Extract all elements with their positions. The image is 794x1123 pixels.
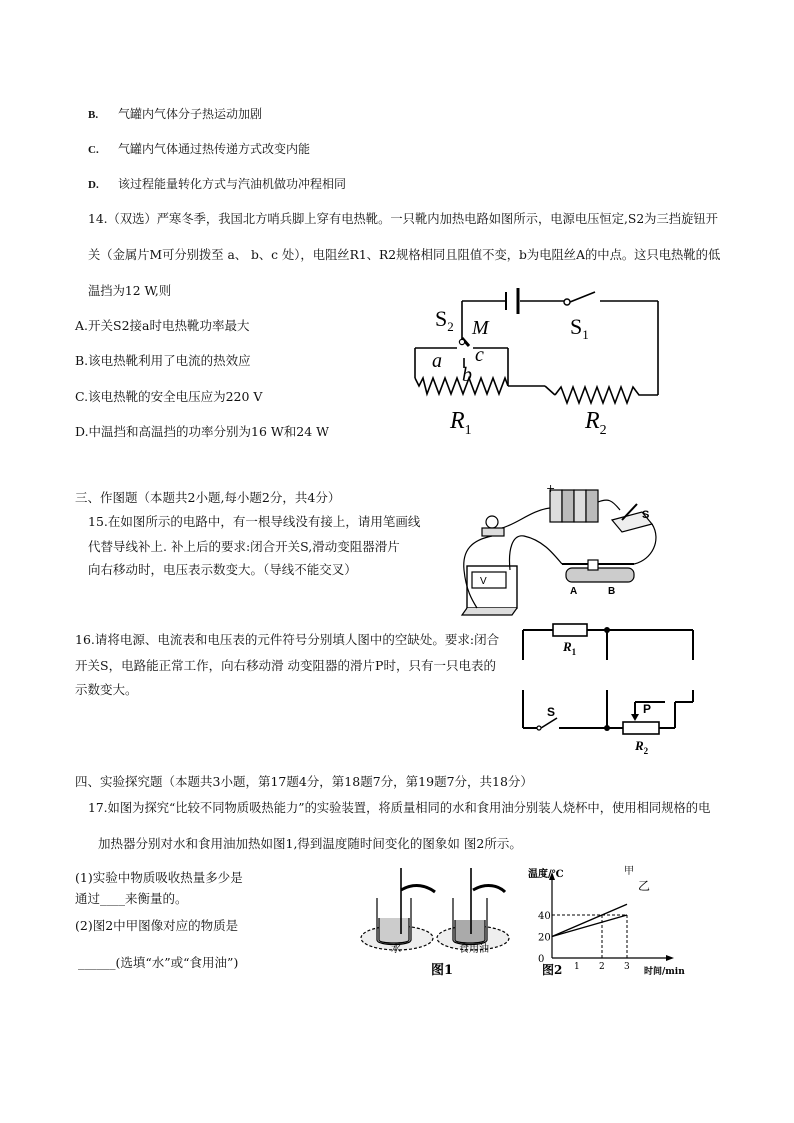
q13-option-d-text: 该过程能量转化方式与汽油机做功冲程相同: [118, 177, 347, 191]
series-line-jia: [552, 904, 627, 936]
water-label: 水: [391, 944, 401, 955]
x-axis-label: 时间/min: [644, 967, 685, 977]
s2-label: $S_2$: [435, 306, 454, 334]
q14-option-a: A.开关S2接a时电热靴功率最大: [75, 318, 250, 333]
q16-s-label: S: [547, 705, 556, 719]
switch-s-label: S: [642, 509, 650, 521]
y-tick-label: 0: [538, 954, 545, 965]
q13-option-c: [88, 143, 310, 156]
q14-stem-line-1: 14.（双选）严寒冬季，我国北方哨兵脚上穿有电热靴。一只靴内加热电路如图所示，电源电压恒定,S2为三挡旋钮开: [88, 212, 718, 226]
y-axis-label: 温度/℃: [528, 869, 564, 880]
q15-line-2: 代替导线补上. 补上后的要求:闭合开关S,滑动变阻器滑片: [88, 539, 400, 554]
q16-r2-label: $R_2$: [635, 738, 649, 755]
q14-option-b: B.该电热靴利用了电流的热效应: [75, 353, 251, 368]
oil-label: 食用油: [459, 944, 489, 955]
fig2-caption: 图2: [542, 963, 563, 977]
section4-heading: 四、实验探究题（本题共3小题，第17题4分，第18题7分，第19题7分，共18分）: [75, 774, 533, 789]
section3-heading: 三、作图题（本题共2小题,每小题2分，共4分）: [75, 490, 341, 505]
q17-sub2-line-2: ______(选填“水”或“食用油”): [78, 955, 239, 970]
rheostat-a-label: A: [570, 586, 578, 597]
s1-label: $S_1$: [570, 314, 589, 342]
m-label: M: [472, 317, 489, 339]
q13-option-b-letter: B.: [88, 109, 99, 121]
q14-option-d: D.中温挡和高温挡的功率分别为16 W和24 W: [75, 424, 330, 439]
q16-line-2: 开关S，电路能正常工作，向右移动滑 动变阻器的滑片P时，只有一只电表的: [75, 658, 496, 673]
q13-option-d-letter: D.: [88, 179, 99, 191]
series-yi-label: 乙: [638, 879, 651, 893]
q13-option-c-text: 气罐内气体通过热传递方式改变内能: [118, 142, 311, 156]
q17-figure-2-chart: [520, 862, 715, 980]
y-tick-label: 40: [538, 911, 551, 922]
series-jia-label: 甲: [624, 866, 634, 877]
q17-figure-1: [355, 868, 525, 983]
q13-option-b: [88, 108, 262, 121]
x-tick-label: 3: [624, 962, 630, 972]
c-label: c: [475, 344, 484, 366]
rheostat-b-label: B: [608, 586, 616, 597]
q14-option-c: C.该电热靴的安全电压应为220 V: [75, 389, 263, 404]
q17-sub2-line-1: (2)图2中甲图像对应的物质是: [75, 918, 239, 933]
q17-sub1-line-2: 通过____来衡量的。: [75, 891, 188, 906]
voltmeter-v-label: V: [480, 576, 487, 587]
q17-stem-line-2: 加热器分别对水和食用油加热如图1,得到温度随时间变化的图象如 图2所示。: [98, 836, 522, 851]
q13-option-b-text: 气罐内气体分子热运动加剧: [118, 107, 263, 121]
q14-stem-line-2: 关（金属片M可分别拨至 a、 b、c 处），电阻丝R1、R2规格相同且阻值不变，b为电阻丝A的中点。这只电热靴的低: [88, 248, 721, 262]
q13-option-d: [88, 178, 346, 191]
q16-r1-label: $R_1$: [563, 639, 577, 657]
r2-label: $R_2$: [585, 408, 607, 436]
q14-stem-line-3: 温挡为12 W,则: [88, 284, 172, 298]
x-tick-label: 1: [574, 962, 580, 972]
x-tick-label: 2: [599, 962, 605, 972]
q17-sub1-line-1: (1)实验中物质吸收热量多少是: [75, 870, 243, 885]
q15-line-3: 向右移动时，电压表示数变大。（导线不能交叉）: [88, 562, 357, 577]
q16-line-1: 16.请将电源、电流表和电压表的元件符号分别填人图中的空缺处。要求:闭合: [75, 632, 500, 647]
b-label: b: [462, 364, 472, 386]
q17-stem-line-1: 17.如图为探究“比较不同物质吸热能力”的实验装置，将质量相同的水和食用油分别装人烧杯中，使用相同规格的电: [88, 801, 711, 815]
q15-line-1: 15.在如图所示的电路中，有一根导线没有接上，请用笔画线: [88, 514, 421, 529]
q13-option-c-letter: C.: [88, 144, 99, 156]
a-label: a: [432, 350, 442, 372]
q15-physical-circuit: [452, 480, 662, 620]
q16-p-label: P: [643, 702, 652, 716]
q14-circuit-diagram: [405, 286, 670, 436]
q16-circuit-diagram: [515, 620, 705, 755]
series-line-yi: [552, 915, 627, 937]
r1-label: $R_1$: [450, 408, 472, 436]
q16-line-3: 示数变大。: [75, 682, 138, 697]
y-tick-label: 20: [538, 932, 551, 944]
fig1-caption: 图1: [431, 963, 454, 978]
plus-sign: +: [546, 482, 556, 495]
